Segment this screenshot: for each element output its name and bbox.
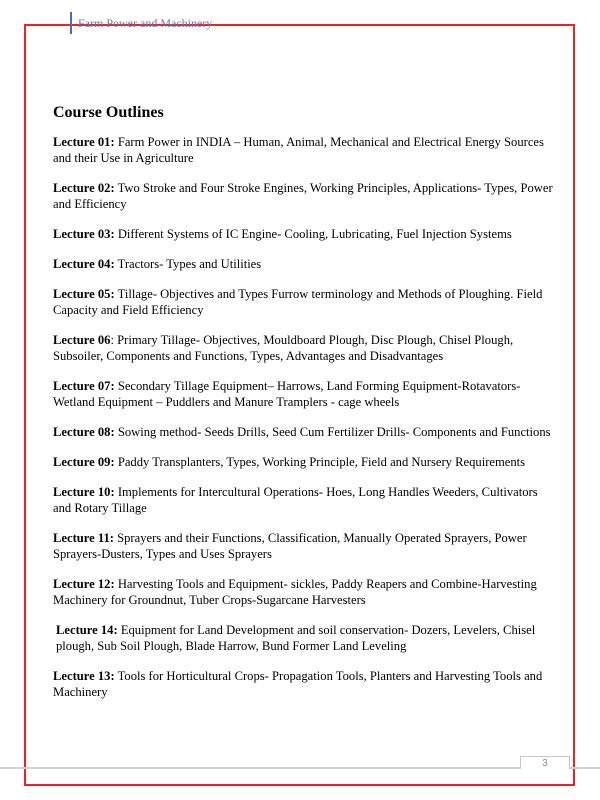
lecture-text: Tillage- Objectives and Types Furrow terminology and Methods of Ploughing. Field Capacity and Field Efficiency	[53, 287, 543, 317]
lecture-item	[53, 668, 553, 700]
header-title: Farm Power and Machinery	[78, 15, 213, 30]
document-body	[53, 104, 553, 714]
header-accent-bar	[70, 12, 72, 34]
lecture-label: Lecture 02:	[53, 181, 115, 195]
footer-rule	[0, 767, 600, 769]
lecture-text: Equipment for Land Development and soil conservation- Dozers, Levelers, Chisel plough, Sub Soil Plough, Blade Harrow, Bund Former Land Leveling	[56, 623, 536, 653]
lecture-label: Lecture 01:	[53, 135, 115, 149]
lecture-label: Lecture 03:	[53, 227, 115, 241]
lecture-label: Lecture 06	[53, 333, 111, 347]
lecture-text: Tools for Horticultural Crops- Propagation Tools, Planters and Harvesting Tools and Machinery	[53, 669, 543, 699]
lecture-label: Lecture 14:	[56, 623, 118, 637]
lecture-item	[53, 180, 553, 212]
lecture-text: Sowing method- Seeds Drills, Seed Cum Fertilizer Drills- Components and Functions	[114, 425, 551, 439]
lecture-text: Implements for Intercultural Operations- Hoes, Long Handles Weeders, Cultivators and Rotary Tillage	[53, 485, 538, 515]
lecture-item	[53, 424, 553, 440]
lecture-item	[53, 226, 553, 242]
lecture-item	[53, 134, 553, 166]
lecture-item	[53, 576, 553, 608]
lecture-item	[53, 454, 553, 470]
lecture-label: Lecture 10:	[53, 485, 115, 499]
lecture-label: Lecture 09:	[53, 455, 115, 469]
lecture-label: Lecture 07:	[53, 379, 115, 393]
lecture-item	[53, 484, 553, 516]
lecture-text: Farm Power in INDIA – Human, Animal, Mechanical and Electrical Energy Sources and their Use in Agriculture	[53, 135, 544, 165]
lecture-text: Tractors- Types and Utilities	[114, 257, 262, 271]
lecture-label: Lecture 04:	[53, 257, 115, 271]
lecture-label: Lecture 11:	[53, 531, 114, 545]
lecture-text: Paddy Transplanters, Types, Working Principle, Field and Nursery Requirements	[114, 455, 526, 469]
lecture-label: Lecture 05:	[53, 287, 115, 301]
lecture-text: Sprayers and their Functions, Classification, Manually Operated Sprayers, Power Sprayers-Dusters, Types and Uses Sprayers	[53, 531, 527, 561]
lecture-text: Harvesting Tools and Equipment- sickles, Paddy Reapers and Combine-Harvesting Machinery for Groundnut, Tuber Crops-Sugarcane Harvesters	[53, 577, 537, 607]
lecture-text: Secondary Tillage Equipment– Harrows, Land Forming Equipment-Rotavators- Wetland Equipment – Puddlers and Manure Tramplers - cage wheels	[53, 379, 521, 409]
lecture-item	[53, 332, 553, 364]
running-header	[70, 12, 212, 34]
lecture-text: Different Systems of IC Engine- Cooling, Lubricating, Fuel Injection Systems	[114, 227, 512, 241]
lecture-item	[53, 530, 553, 562]
page-number: 3	[520, 756, 570, 769]
lecture-label: Lecture 13:	[53, 669, 115, 683]
lecture-item	[53, 378, 553, 410]
lecture-label: Lecture 12:	[53, 577, 115, 591]
lecture-text: : Primary Tillage- Objectives, Mouldboard Plough, Disc Plough, Chisel Plough, Subsoiler, Components and Functions, Types, Advantages and Disadvantages	[53, 333, 514, 363]
page-title: Course Outlines	[53, 104, 164, 121]
lecture-item	[53, 256, 553, 272]
lecture-text: Two Stroke and Four Stroke Engines, Working Principles, Applications- Types, Power and Efficiency	[53, 181, 553, 211]
lecture-label: Lecture 08:	[53, 425, 115, 439]
lecture-item	[53, 622, 553, 654]
lecture-item	[53, 286, 553, 318]
